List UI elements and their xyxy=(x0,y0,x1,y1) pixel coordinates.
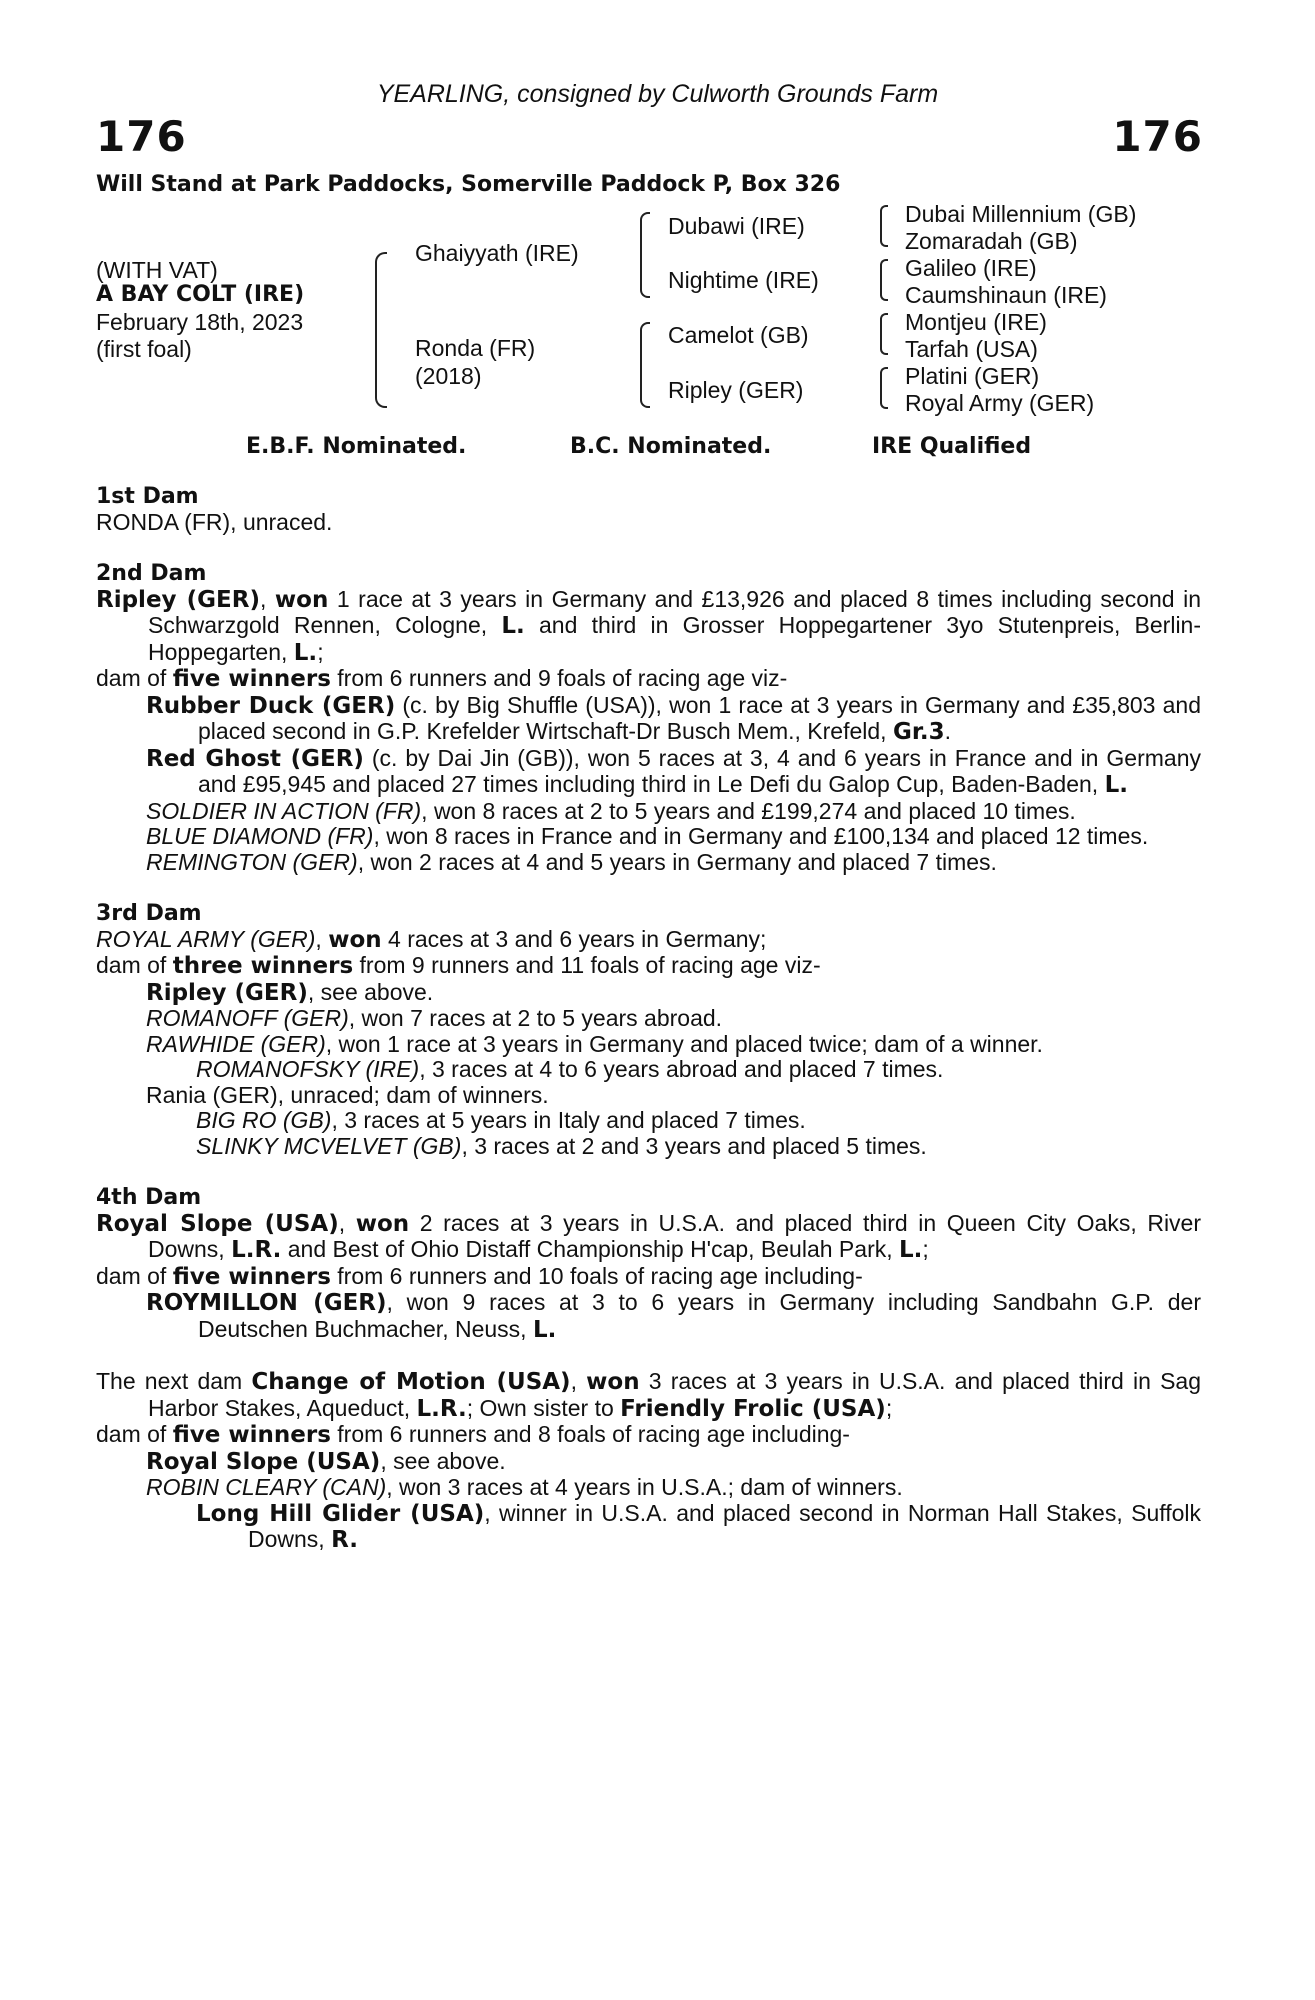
listed-race-marker: L.R. xyxy=(416,1395,467,1422)
soldier-name: SOLDIER IN ACTION (FR) xyxy=(146,797,422,824)
romanofsky-name: ROMANOFSKY (IRE) xyxy=(196,1056,420,1082)
royal-slope-ref-name: Royal Slope (USA) xyxy=(146,1448,381,1475)
fourth-dam-heading: 4th Dam xyxy=(96,1185,202,1210)
next-dam-produce xyxy=(96,1422,1201,1449)
pedigree-sire-dam: Nightime (IRE) xyxy=(668,267,819,293)
dam-of-rest: from 9 runners and 11 foals of racing age viz- xyxy=(353,952,821,978)
next-dam-intro: The next dam xyxy=(96,1368,252,1394)
ebf-nominated: E.B.F. Nominated. xyxy=(246,434,467,459)
pedigree-dam: Ronda (FR) xyxy=(415,335,536,361)
pedigree-dam-year: (2018) xyxy=(415,363,482,389)
fourth-dam-produce xyxy=(96,1264,1201,1291)
slinky-entry xyxy=(96,1134,1201,1160)
ripley-won: won xyxy=(274,586,329,613)
long-hill-glider-entry xyxy=(96,1501,1201,1554)
listed-race-marker: L.R. xyxy=(231,1237,282,1263)
royal-slope-text-1: 2 races at 3 years in U.S.A. and placed third in Queen City Oaks, River Downs, xyxy=(148,1209,1202,1262)
romanofsky-entry xyxy=(96,1057,1201,1083)
dam-of-rest: from 6 runners and 10 foals of racing age including- xyxy=(330,1262,863,1289)
semicolon: ; xyxy=(885,1394,893,1421)
pedigree-brace-g3b xyxy=(880,259,888,301)
winners-count: five winners xyxy=(172,666,331,692)
pedigree-g3-3: Galileo (IRE) xyxy=(905,255,1037,281)
roymillon-text: , won 9 races at 3 to 6 years in Germany including Sandbahn G.P. der Deutschen Buchmacher, Neuss, xyxy=(198,1289,1201,1342)
third-dam-heading: 3rd Dam xyxy=(96,901,202,926)
royal-army-name: ROYAL ARMY (GER) xyxy=(96,925,316,952)
royal-army-text: 4 races at 3 and 6 years in Germany; xyxy=(381,925,767,952)
pedigree-brace-dam xyxy=(640,322,650,408)
winners-count: five winners xyxy=(172,1422,331,1448)
royal-slope-ref-text: , see above. xyxy=(380,1447,506,1474)
dam-of-rest: from 6 runners and 8 foals of racing age including- xyxy=(330,1421,850,1447)
romanoff-name: ROMANOFF (GER) xyxy=(146,1005,349,1031)
royal-slope-text-2: and Best of Ohio Distaff Championship H'cap, Beulah Park, xyxy=(281,1236,900,1262)
second-dam-entry: Ripley (GER), won 1 race at 3 years in Germany and £13,926 and placed 8 times including second in Schwarzgold Rennen, Cologne, L. and third in Grosser Hoppegartener 3yo Stutenpreis, Berlin-Hoppegarten, L.; xyxy=(96,585,1202,666)
ripley-name: Ripley (GER) xyxy=(96,586,260,613)
listed-marker: L. xyxy=(532,1316,557,1343)
royal-slope-name: Royal Slope (USA) xyxy=(96,1210,339,1237)
pedigree-brace-sire xyxy=(640,212,650,298)
red-ghost-name: Red Ghost (GER) xyxy=(146,745,364,772)
fourth-dam-entry: Royal Slope (USA), won 2 races at 3 years in U.S.A. and placed third in Queen City Oaks, River Downs, L.R. and Best of Ohio Distaff Championship H'cap, Beulah Park, L.; xyxy=(96,1209,1202,1263)
ire-qualified: IRE Qualified xyxy=(872,434,1032,459)
big-ro-text: , 3 races at 5 years in Italy and placed 7 times. xyxy=(331,1107,806,1133)
rubber-duck-entry xyxy=(96,693,1201,746)
second-dam-produce xyxy=(96,666,1201,693)
ripley-ref-name: Ripley (GER) xyxy=(146,979,308,1006)
robin-cleary-entry xyxy=(96,1475,1201,1501)
long-hill-glider-text: , winner in U.S.A. and placed second in Norman Hall Stakes, Suffolk Downs, xyxy=(248,1499,1202,1552)
first-dam-text: RONDA (FR), unraced. xyxy=(96,508,333,535)
winners-count: three winners xyxy=(172,953,354,979)
dam-of-label: dam of xyxy=(96,1262,173,1289)
pedigree-g3-7: Platini (GER) xyxy=(905,363,1040,389)
change-of-motion-name: Change of Motion (USA) xyxy=(251,1369,571,1395)
pedigree-brace-main xyxy=(375,252,387,408)
royal-slope-won: won xyxy=(355,1210,410,1237)
soldier-text: , won 8 races at 2 to 5 years and £199,274 and placed 10 times. xyxy=(421,797,1076,824)
listed-marker: L. xyxy=(1104,772,1128,798)
remington-text: , won 2 races at 4 and 5 years in Germany and placed 7 times. xyxy=(357,848,997,875)
bc-nominated: B.C. Nominated. xyxy=(570,434,772,459)
lot-number-left: 176 xyxy=(96,112,187,161)
semicolon: ; xyxy=(922,1236,929,1262)
blue-diamond-entry xyxy=(96,824,1201,850)
rubber-duck-name: Rubber Duck (GER) xyxy=(146,692,396,719)
big-ro-entry xyxy=(96,1108,1201,1134)
big-ro-name: BIG RO (GB) xyxy=(196,1107,332,1133)
pedigree-g3-6: Tarfah (USA) xyxy=(905,336,1038,362)
red-ghost-text: (c. by Dai Jin (GB)), won 5 races at 3, 4 and 6 years in France and in Germany and £95,945 and placed 27 times including third in Le Defi du Galop Cup, Baden-Baden, xyxy=(198,744,1201,797)
dam-of-label: dam of xyxy=(96,665,173,691)
rawhide-entry xyxy=(96,1032,1201,1058)
dam-of-label: dam of xyxy=(96,1421,173,1447)
pedigree-dam-dam: Ripley (GER) xyxy=(668,377,804,403)
pedigree-g3-4: Caumshinaun (IRE) xyxy=(905,282,1107,308)
pedigree-sire-sire: Dubawi (IRE) xyxy=(668,213,805,239)
royal-army-won: won xyxy=(328,926,382,953)
lot-number-right: 176 xyxy=(1112,112,1203,161)
dam-of-rest: from 6 runners and 9 foals of racing age viz- xyxy=(330,665,788,691)
ripley-ref-text: , see above. xyxy=(307,978,434,1005)
second-dam-heading: 2nd Dam xyxy=(96,561,207,586)
remington-name: REMINGTON (GER) xyxy=(146,848,358,875)
royal-slope-ref-entry xyxy=(96,1449,1201,1476)
next-dam-text-1: 3 races at 3 years in U.S.A. and placed third in Sag Harbor Stakes, Aqueduct, xyxy=(148,1368,1202,1421)
pedigree-brace-g3c xyxy=(880,313,888,355)
horse-note: (first foal) xyxy=(96,336,192,362)
third-dam-produce xyxy=(96,953,1201,980)
red-ghost-entry xyxy=(96,746,1201,799)
stand-location: Will Stand at Park Paddocks, Somerville Paddock P, Box 326 xyxy=(96,172,841,197)
soldier-entry xyxy=(96,799,1201,825)
winners-count: five winners xyxy=(172,1263,331,1290)
pedigree-notes xyxy=(96,484,1201,1554)
restricted-marker: R. xyxy=(331,1527,358,1553)
pedigree-g3-1: Dubai Millennium (GB) xyxy=(905,201,1137,227)
blue-diamond-text: , won 8 races in France and in Germany and £100,134 and placed 12 times. xyxy=(373,823,1149,849)
ripley-ref-entry xyxy=(96,980,1201,1007)
roymillon-entry xyxy=(96,1290,1201,1343)
slinky-text: , 3 races at 2 and 3 years and placed 5 times. xyxy=(461,1132,927,1159)
listed-marker: L. xyxy=(899,1237,923,1263)
horse-name: A BAY COLT (IRE) xyxy=(96,282,305,307)
rania-entry xyxy=(96,1083,1201,1109)
romanoff-text: , won 7 races at 2 to 5 years abroad. xyxy=(348,1005,723,1031)
pedigree-brace-g3d xyxy=(880,367,888,409)
slinky-name: SLINKY MCVELVET (GB) xyxy=(196,1132,462,1159)
first-dam-entry xyxy=(96,510,1201,536)
romanoff-entry xyxy=(96,1006,1201,1032)
vat-label: (WITH VAT) xyxy=(96,257,218,283)
rawhide-name: RAWHIDE (GER) xyxy=(146,1030,326,1057)
group3-marker: Gr.3 xyxy=(892,719,945,745)
ripley-text-1: 1 race at 3 years in Germany and £13,926 and placed 8 times including second in Schwarzgold Rennen, Cologne, xyxy=(148,585,1201,638)
listed-marker: L. xyxy=(293,639,318,666)
pedigree-dam-sire: Camelot (GB) xyxy=(668,322,809,348)
friendly-frolic-name: Friendly Frolic (USA) xyxy=(620,1395,886,1422)
third-dam-entry: ROYAL ARMY (GER), won 4 races at 3 and 6 years in Germany; xyxy=(96,925,767,953)
rania-text: Rania (GER), unraced; dam of winners. xyxy=(146,1081,549,1108)
change-of-motion-won: won xyxy=(586,1369,640,1395)
pedigree-g3-5: Montjeu (IRE) xyxy=(905,309,1047,335)
period: . xyxy=(944,718,952,744)
roymillon-name: ROYMILLON (GER) xyxy=(146,1290,387,1316)
robin-cleary-text: , won 3 races at 4 years in U.S.A.; dam of winners. xyxy=(386,1474,903,1500)
blue-diamond-name: BLUE DIAMOND (FR) xyxy=(146,823,374,849)
rawhide-text: , won 1 race at 3 years in Germany and placed twice; dam of a winner. xyxy=(325,1030,1043,1057)
ripley-text-2: and third in Grosser Hoppegartener 3yo Stutenpreis, Berlin-Hoppegarten, xyxy=(148,612,1202,665)
long-hill-glider-name: Long Hill Glider (USA) xyxy=(196,1500,485,1527)
pedigree-sire: Ghaiyyath (IRE) xyxy=(415,240,579,266)
pedigree-g3-8: Royal Army (GER) xyxy=(905,390,1095,416)
rubber-duck-text: (c. by Big Shuffle (USA)), won 1 race at 3 years in Germany and £35,803 and placed second in G.P. Krefelder Wirtschaft-Dr Busch Mem., Krefeld, xyxy=(198,691,1201,744)
horse-dob: February 18th, 2023 xyxy=(96,309,304,335)
robin-cleary-name: ROBIN CLEARY (CAN) xyxy=(146,1474,387,1500)
pedigree-brace-g3a xyxy=(880,205,888,247)
ripley-text-3: ; xyxy=(317,638,324,665)
next-dam-text-2: ; Own sister to xyxy=(466,1394,621,1421)
listed-marker: L. xyxy=(501,613,525,639)
remington-entry xyxy=(96,850,1201,876)
lot-subtitle: YEARLING, consigned by Culworth Grounds Farm xyxy=(376,80,939,108)
dam-of-label: dam of xyxy=(96,952,173,978)
romanofsky-text: , 3 races at 4 to 6 years abroad and placed 7 times. xyxy=(419,1056,944,1082)
next-dam-entry: The next dam Change of Motion (USA), won 3 races at 3 years in U.S.A. and placed third in Sag Harbor Stakes, Aqueduct, L.R.; Own sister to Friendly Frolic (USA); xyxy=(96,1368,1202,1422)
pedigree-g3-2: Zomaradah (GB) xyxy=(905,228,1078,254)
first-dam-heading: 1st Dam xyxy=(96,484,199,509)
